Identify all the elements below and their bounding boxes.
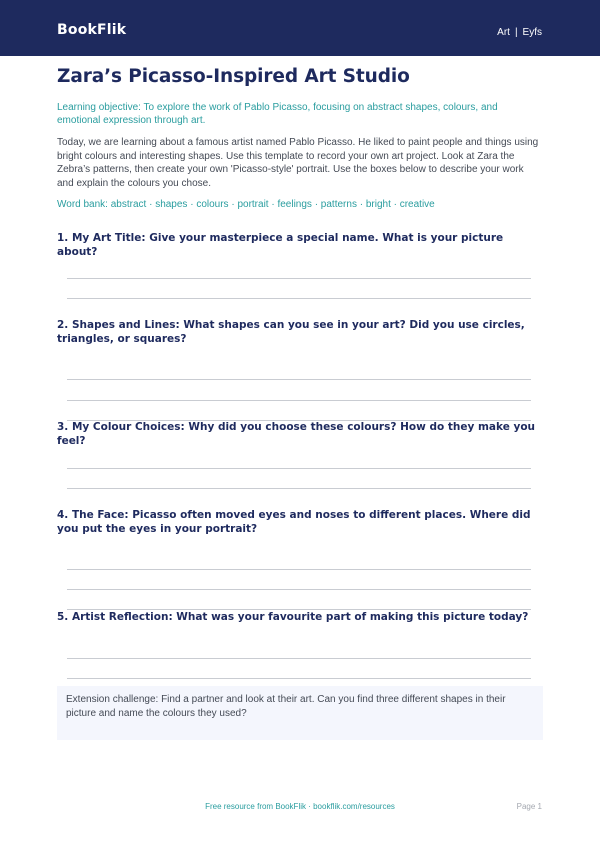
separator: | [514, 27, 518, 38]
site-header [0, 0, 600, 56]
question-1: 1. My Art Title: Give your masterpiece a special name. What is your picture about? [57, 232, 504, 258]
answer-line[interactable] [67, 400, 531, 401]
subject-level [497, 27, 542, 38]
question-3: 3. My Colour Choices: Why did you choose these colours? How do they make you feel? [57, 421, 536, 447]
answer-line[interactable] [67, 379, 531, 380]
extension-challenge: Extension challenge: Find a partner and look at their art. Can you find three different shapes in their picture and name the colours they used? [57, 686, 543, 740]
answer-line[interactable] [67, 589, 531, 590]
answer-line[interactable] [67, 678, 531, 679]
answer-line[interactable] [67, 468, 531, 469]
answer-line[interactable] [67, 298, 531, 299]
question-4: 4. The Face: Picasso often moved eyes and noses to different places. Where did you put the eyes in your portrait? [57, 509, 531, 535]
answer-line[interactable] [67, 569, 531, 570]
intro-text: Today, we are learning about a famous artist named Pablo Picasso. He liked to paint people and things using bright colours and interesting shapes. Use this template to record your own art project. Look at Zara the Zebra’s patterns, then create your own 'Picasso-style' portrait. Use the boxes below to describe your work and explain the colours you chose. [57, 137, 539, 189]
question-2: 2. Shapes and Lines: What shapes can you see in your art? Did you use circles, triangles, or squares? [57, 319, 525, 345]
brand-logo[interactable]: BookFlik [57, 22, 127, 38]
page-title: Zara’s Picasso-Inspired Art Studio [57, 66, 410, 87]
answer-line[interactable] [67, 658, 531, 659]
learning-objective: Learning objective: To explore the work of Pablo Picasso, focusing on abstract shapes, colours, and emotional expression through art. [57, 102, 498, 126]
level-label: Eyfs [522, 27, 542, 38]
question-5: 5. Artist Reflection: What was your favourite part of making this picture today? [57, 611, 529, 623]
word-bank: Word bank: abstract · shapes · colours · portrait · feelings · patterns · bright · creative [57, 199, 435, 210]
page-number: Page 1 [516, 802, 542, 811]
intro-section [57, 66, 543, 211]
footer-resource-link[interactable]: Free resource from BookFlik · bookflik.com/resources [205, 802, 395, 811]
subject-label: Art [497, 27, 510, 38]
answer-line[interactable] [67, 278, 531, 279]
answer-line[interactable] [67, 488, 531, 489]
